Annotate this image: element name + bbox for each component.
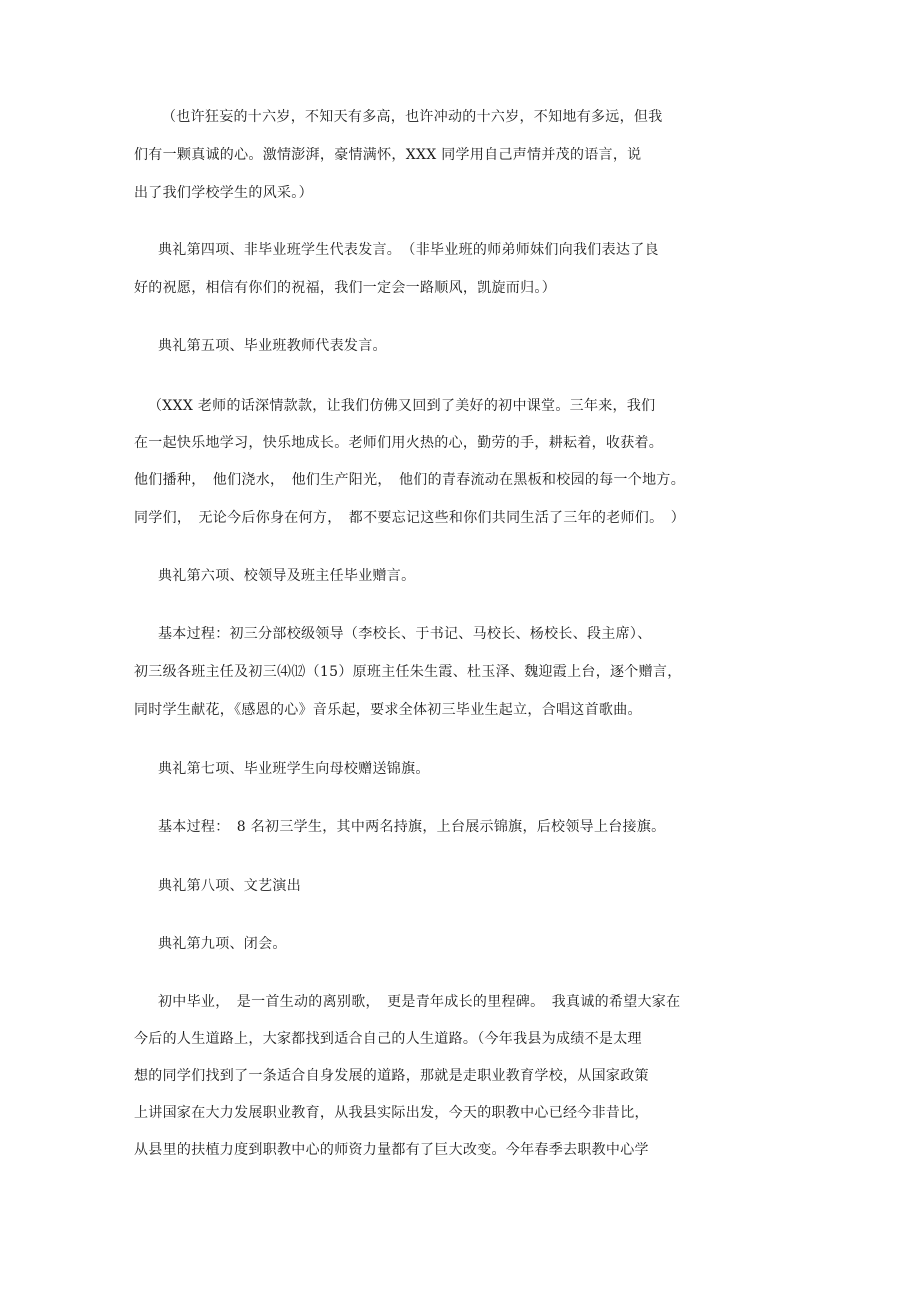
text-line: 今后的人生道路上，大家都找到适合自己的人生道路。（今年我县为成绩不是太理 [134, 1031, 642, 1047]
text-line: 上讲国家在大力发展职业教育，从我县实际出发，今天的职教中心已经今非昔比， [134, 1105, 649, 1121]
text-line: 想的同学们找到了一条适合自身发展的道路，那就是走职业教育学校，从国家政策 [134, 1068, 649, 1084]
text-line: 出了我们学校学生的风采。） [134, 185, 313, 201]
section-heading: 典礼第四项、非毕业班学生代表发言。 （非毕业班的师弟师妹们向我们表达了良 [158, 242, 659, 258]
section-heading: 典礼第七项、毕业班学生向母校赠送锦旗。 [158, 761, 430, 777]
section-heading: 典礼第八项、文艺演出 [158, 878, 301, 894]
text-line: 们有一颗真诚的心。激情澎湃，豪情满怀，XXX 同学用自己声情并茂的语言，说 [134, 147, 642, 163]
text-line: 初三级各班主任及初三⑷⑿（15）原班主任朱生霞、杜玉泽、魏迎霞上台，逐个赠言， [134, 664, 682, 680]
section-heading: 典礼第五项、毕业班教师代表发言。 [158, 338, 387, 354]
text-line: 基本过程：初三分部校级领导（李校长、于书记、马校长、杨校长、段主席）、 [158, 626, 652, 642]
text-line: （XXX 老师的话深情款款，让我们仿佛又回到了美好的初中课堂。三年来，我们 [148, 398, 656, 414]
text-line: 同时学生献花，《感恩的心》音乐起，要求全体初三毕业生起立，合唱这首歌曲。 [134, 702, 642, 718]
section-heading: 典礼第六项、校领导及班主任毕业赠言。 [158, 568, 416, 584]
text-line: 他们播种， 他们浇水， 他们生产阳光， 他们的青春流动在黑板和校园的每一个地方。 [134, 472, 685, 488]
text-line: 在一起快乐地学习，快乐地成长。老师们用火热的心，勤劳的手，耕耘着，收获着。 [134, 435, 664, 451]
section-heading: 典礼第九项、闭会。 [158, 936, 287, 952]
text-line: 基本过程： 8 名初三学生，其中两名持旗，上台展示锦旗，后校领导上台接旗。 [158, 819, 666, 835]
text-line: 同学们， 无论今后你身在何方， 都不要忘记这些和你们共同生活了三年的老师们。 ） [134, 510, 685, 526]
text-line: （也许狂妄的十六岁，不知天有多高，也许冲动的十六岁，不知地有多远，但我 [162, 109, 663, 125]
text-line: 从县里的扶植力度到职教中心的师资力量都有了巨大改变。今年春季去职教中心学 [134, 1142, 649, 1158]
text-line: 好的祝愿，相信有你们的祝福，我们一定会一路顺风，凯旋而归。） [134, 280, 556, 296]
text-line: 初中毕业， 是一首生动的离别歌， 更是青年成长的里程碑。 我真诚的希望大家在 [158, 994, 681, 1010]
